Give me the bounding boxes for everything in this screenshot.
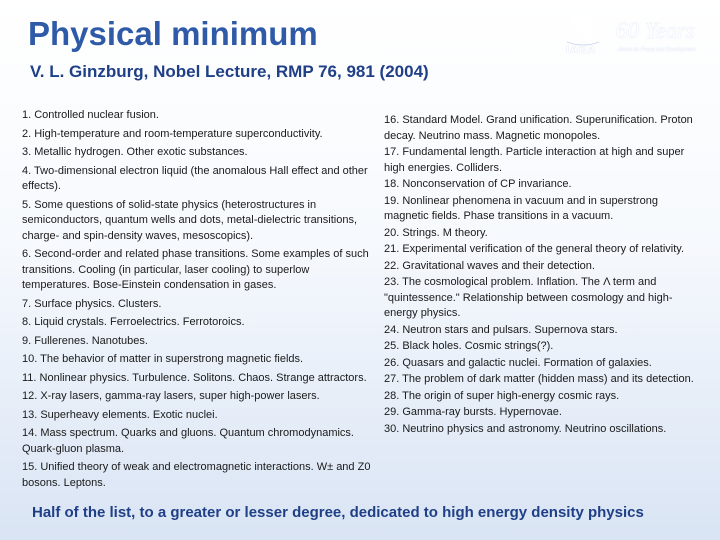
list-item: 14. Mass spectrum. Quarks and gluons. Quantum chromodynamics. Quark-gluon plasma.: [22, 427, 354, 455]
list-item: 28. The origin of super high-energy cosmic rays.: [384, 389, 620, 402]
list-item: 9. Fullerenes. Nanotubes.: [22, 334, 148, 347]
list-item: 13. Superheavy elements. Exotic nuclei.: [22, 408, 218, 421]
list-item: 11. Nonlinear physics. Turbulence. Solitons. Chaos. Strange attractors.: [22, 371, 367, 384]
list-item: 21. Experimental verification of the general theory of relativity.: [384, 243, 685, 255]
slide-subtitle: V. L. Ginzburg, Nobel Lecture, RMP 76, 981 (2004): [30, 62, 429, 81]
list-item: 25. Black holes. Cosmic strings(?).: [384, 340, 554, 352]
list-item: 12. X-ray lasers, gamma-ray lasers, super high-power lasers.: [22, 390, 320, 402]
list-item: 16. Standard Model. Grand unification. Superunification. Proton decay. Neutrino mass. Magnetic monopoles.: [384, 114, 693, 142]
list-item: 27. The problem of dark matter (hidden mass) and its detection.: [384, 373, 694, 385]
right-topic-list: [384, 113, 700, 438]
left-topic-list: [22, 108, 374, 494]
slide-footer: Half of the list, to a greater or lesser degree, dedicated to high energy density physics: [32, 504, 644, 521]
list-item: 22. Gravitational waves and their detection.: [384, 259, 595, 272]
list-item: 26. Quasars and galactic nuclei. Formation of galaxies.: [384, 356, 652, 369]
list-item: 24. Neutron stars and pulsars. Supernova stars.: [384, 323, 618, 336]
logo-sixty-years: 60 Years: [616, 18, 696, 43]
iaea-logo: [560, 8, 710, 60]
list-item: 5. Some questions of solid-state physics (heterostructures in semiconductors, quantum wells and dots, metal-dielectric transitions, charge- and spin-density waves, mesoscopics).: [22, 198, 358, 242]
logo-iaea-text: IAEA: [566, 44, 597, 56]
iaea-emblem-icon: [564, 12, 602, 46]
list-item: 7. Surface physics. Clusters.: [22, 297, 162, 310]
list-item: 19. Nonlinear phenomena in vacuum and in superstrong magnetic fields. Phase transitions in a vacuum.: [384, 194, 658, 222]
list-item: 18. Nonconservation of CP invariance.: [384, 178, 572, 190]
list-item: 29. Gamma-ray bursts. Hypernovae.: [384, 406, 562, 418]
list-item: 6. Second-order and related phase transitions. Some examples of such transitions. Cooling (in particular, laser cooling) to superlow temperatures. Bose-Einstein condensation in gases.: [22, 248, 369, 291]
list-item: 30. Neutrino physics and astronomy. Neutrino oscillations.: [384, 422, 667, 435]
list-item: 20. Strings. M theory.: [384, 226, 488, 239]
list-item: 15. Unified theory of weak and electromagnetic interactions. W± and Z0 bosons. Leptons.: [22, 461, 371, 489]
list-item: 17. Fundamental length. Particle interaction at high and super high energies. Colliders.: [384, 146, 685, 174]
list-item: 2. High-temperature and room-temperature superconductivity.: [22, 127, 323, 140]
list-item: 1. Controlled nuclear fusion.: [22, 109, 159, 121]
slide-title: Physical minimum: [28, 15, 318, 52]
list-item: 23. The cosmological problem. Inflation. The Λ term and "quintessence." Relationship between cosmology and high-energy physics.: [384, 276, 673, 319]
logo-tagline: Atoms for Peace and Development: [618, 47, 696, 53]
list-item: 8. Liquid crystals. Ferroelectrics. Ferrotoroics.: [22, 316, 245, 328]
list-item: 4. Two-dimensional electron liquid (the anomalous Hall effect and other effects).: [22, 164, 368, 192]
list-item: 3. Metallic hydrogen. Other exotic substances.: [22, 146, 248, 158]
list-item: 10. The behavior of matter in superstrong magnetic fields.: [22, 353, 304, 365]
